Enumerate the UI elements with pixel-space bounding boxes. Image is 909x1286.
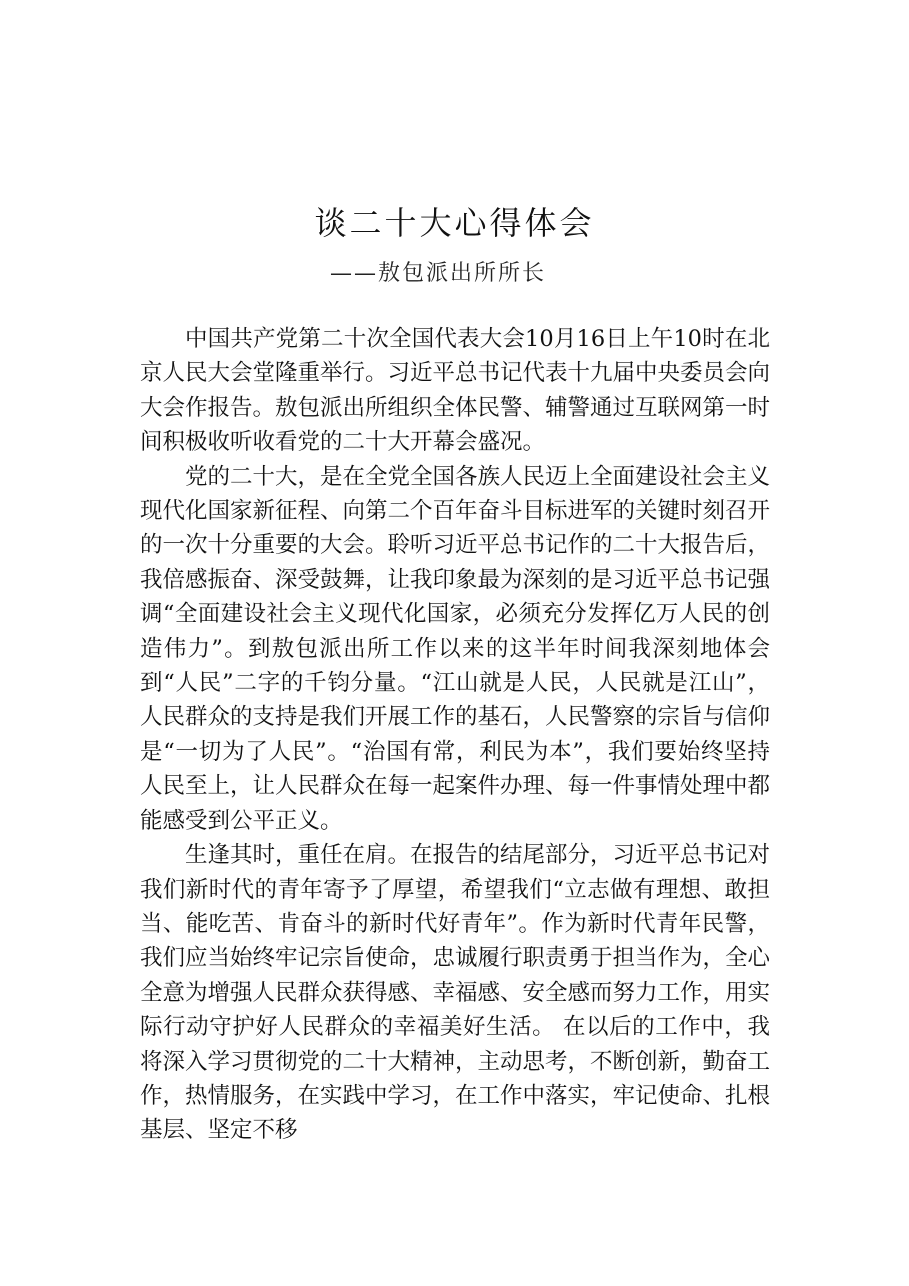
document-title: 谈二十大心得体会 <box>314 204 595 242</box>
paragraph-3: 生逢其时，重任在肩。在报告的结尾部分，习近平总书记对我们新时代的青年寄予了厚望，希望我们“立志做有理想、敢担当、能吃苦、肯奋斗的新时代好青年”。作为新时代青年民警，我们应当始终牢记宗旨使命，忠诚履行职责勇于担当作为，全心全意为增强人民群众获得感、幸福感、安全感而努力工作，用实际行动守护好人民群众的幸福美好生活。 在以后的工作中，我将深入学习贯彻党的二十大精神，主动思考，不断创新，勤奋工作，热情服务，在实践中学习，在工作中落实，牢记使命、扎根基层、坚定不移 <box>140 842 771 1144</box>
paragraph-2: 党的二十大，是在全党全国各族人民迈上全面建设社会主义现代化国家新征程、向第二个百年奋斗目标进军的关键时刻召开的一次十分重要的大会。聆听习近平总书记作的二十大报告后，我倍感振奋、深受鼓舞，让我印象最为深刻的是习近平总书记强调“全面建设社会主义现代化国家，必须充分发挥亿万人民的创造伟力”。到敖包派出所工作以来的这半年时间我深刻地体会到“人民”二字的千钧分量。“江山就是人民，人民就是江山”，人民群众的支持是我们开展工作的基石，人民警察的宗旨与信仰是“一切为了人民”。“治国有常，利民为本”，我们要始终坚持人民至上，让人民群众在每一起案件办理、每一件事情处理中都能感受到公平正义。 <box>140 463 771 834</box>
document-body <box>140 322 770 1148</box>
paragraph-1: 中国共产党第二十次全国代表大会10月16日上午10时在北京人民大会堂隆重举行。习近平总书记代表十九届中央委员会向大会作报告。敖包派出所组织全体民警、辅警通过互联网第一时间积极收听收看党的二十大开幕会盛况。 <box>140 326 771 456</box>
document-subtitle: ——敖包派出所所长 <box>330 261 547 286</box>
